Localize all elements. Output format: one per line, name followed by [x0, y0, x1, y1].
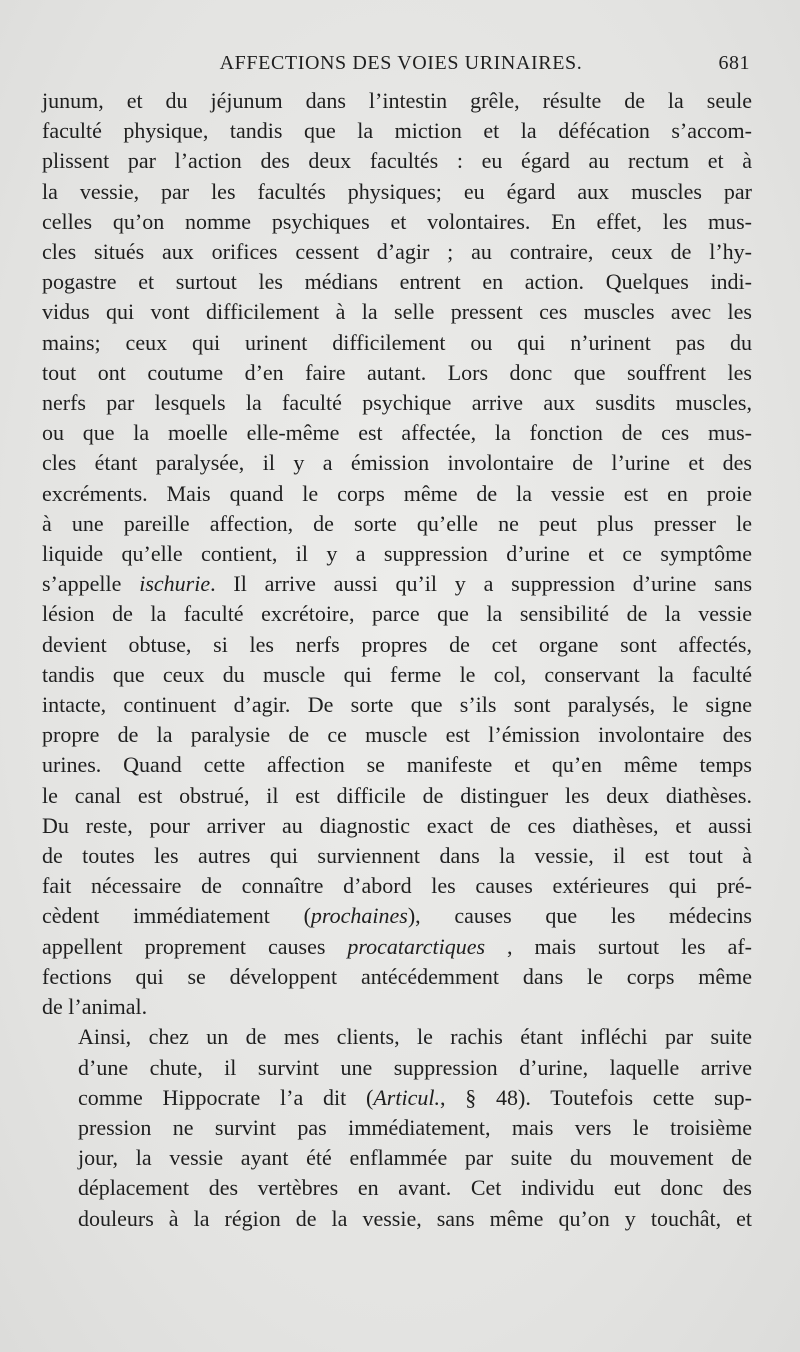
paragraph-1 — [42, 86, 752, 1022]
running-head — [42, 50, 760, 84]
text-line: vidus qui vont difficilement à la selle pressent ces muscles avec les — [42, 299, 752, 325]
text-line: de toutes les autres qui surviennent dans la vessie, il est tout à — [42, 843, 752, 869]
body-text — [42, 86, 752, 1234]
text-run: , mais surtout les af- — [485, 933, 752, 959]
text-line: Ainsi, chez un de mes clients, le rachis étant infléchi par suite — [78, 1024, 752, 1050]
paragraph-2 — [42, 1022, 752, 1233]
text-run: ), causes que les médecins — [407, 903, 752, 929]
text-line: pression ne survint pas immédiatement, mais vers le troisième — [78, 1114, 752, 1140]
text-line: urines. Quand cette affection se manifeste et qu’en même temps — [42, 752, 752, 778]
text-line: pogastre et surtout les médians entrent en action. Quelques indi- — [42, 269, 752, 295]
running-title: AFFECTIONS DES VOIES URINAIRES. — [219, 52, 583, 74]
text-line: junum, et du jéjunum dans l’intestin grêle, résulte de la seule — [42, 88, 752, 113]
text-line: excréments. Mais quand le corps même de la vessie est en proie — [42, 480, 752, 506]
text-line: liquide qu’elle contient, il y a suppression d’urine et ce symptôme — [42, 541, 752, 567]
text-line: la vessie, par les facultés physiques; eu égard aux muscles par — [42, 178, 752, 204]
text-line — [42, 932, 752, 962]
italic-term: ischurie — [139, 571, 211, 597]
text-line: lésion de la faculté excrétoire, parce que la sensibilité de la vessie — [42, 601, 752, 627]
text-run: . Il arrive aussi qu’il y a suppression d’urine sans — [210, 571, 753, 597]
text-line — [42, 901, 752, 931]
text-run: s’appelle — [42, 571, 140, 597]
text-line: propre de la paralysie de ce muscle est l’émission involontaire des — [42, 722, 752, 748]
text-line: cles situés aux orifices cessent d’agir ; au contraire, ceux de l’hy- — [42, 239, 752, 265]
text-run: comme Hippocrate l’a dit ( — [78, 1084, 374, 1110]
text-line: de l’animal. — [42, 994, 148, 1020]
text-line: fait nécessaire de connaître d’abord les causes extérieures qui pré- — [42, 873, 752, 899]
text-run: appellent proprement causes — [42, 933, 348, 959]
text-run: cèdent immédiatement ( — [42, 903, 311, 929]
text-line: cles étant paralysée, il y a émission involontaire de l’urine et des — [42, 450, 752, 476]
text-line — [42, 1083, 752, 1113]
text-line: celles qu’on nomme psychiques et volontaires. En effet, les mus- — [42, 208, 752, 234]
text-line: plissent par l’action des deux facultés : eu égard au rectum et à — [42, 148, 752, 174]
text-line: d’une chute, il survint une suppression d’urine, laquelle arrive — [78, 1054, 752, 1080]
text-line: nerfs par lesquels la faculté psychique arrive aux susdits muscles, — [42, 390, 752, 416]
text-line: devient obtuse, si les nerfs propres de cet organe sont affectés, — [42, 631, 752, 657]
text-line: le canal est obstrué, il est difficile de distinguer les deux diathèses. — [42, 782, 752, 808]
text-line: Du reste, pour arriver au diagnostic exact de ces diathèses, et aussi — [42, 812, 752, 838]
text-run: , § 48). Toutefois cette sup- — [439, 1084, 752, 1110]
text-line: déplacement des vertèbres en avant. Cet individu eut donc des — [78, 1175, 752, 1201]
italic-term: procatarctiques — [347, 933, 486, 959]
text-line: à une pareille affection, de sorte qu’elle ne peut plus presser le — [42, 510, 752, 536]
italic-reference: Articul. — [373, 1084, 440, 1110]
text-line: faculté physique, tandis que la miction et la défécation s’accom- — [42, 118, 752, 144]
text-line: fections qui se développent antécédemment dans le corps même — [42, 963, 752, 989]
text-line: tandis que ceux du muscle qui ferme le col, conservant la faculté — [42, 661, 752, 687]
text-line — [42, 569, 752, 599]
text-line: jour, la vessie ayant été enflammée par suite du mouvement de — [78, 1145, 752, 1171]
text-line: intacte, continuent d’agir. De sorte que s’ils sont paralysés, le signe — [42, 692, 752, 718]
text-line: douleurs à la région de la vessie, sans même qu’on y touchât, et — [78, 1205, 752, 1231]
page-number: 681 — [718, 52, 750, 74]
text-line: mains; ceux qui urinent difficilement ou qui n’urinent pas du — [42, 329, 752, 355]
text-line: ou que la moelle elle-même est affectée, la fonction de ces mus- — [42, 420, 752, 446]
text-line: tout ont coutume d’en faire autant. Lors donc que souffrent les — [42, 359, 752, 385]
italic-term: prochaines — [310, 903, 408, 929]
